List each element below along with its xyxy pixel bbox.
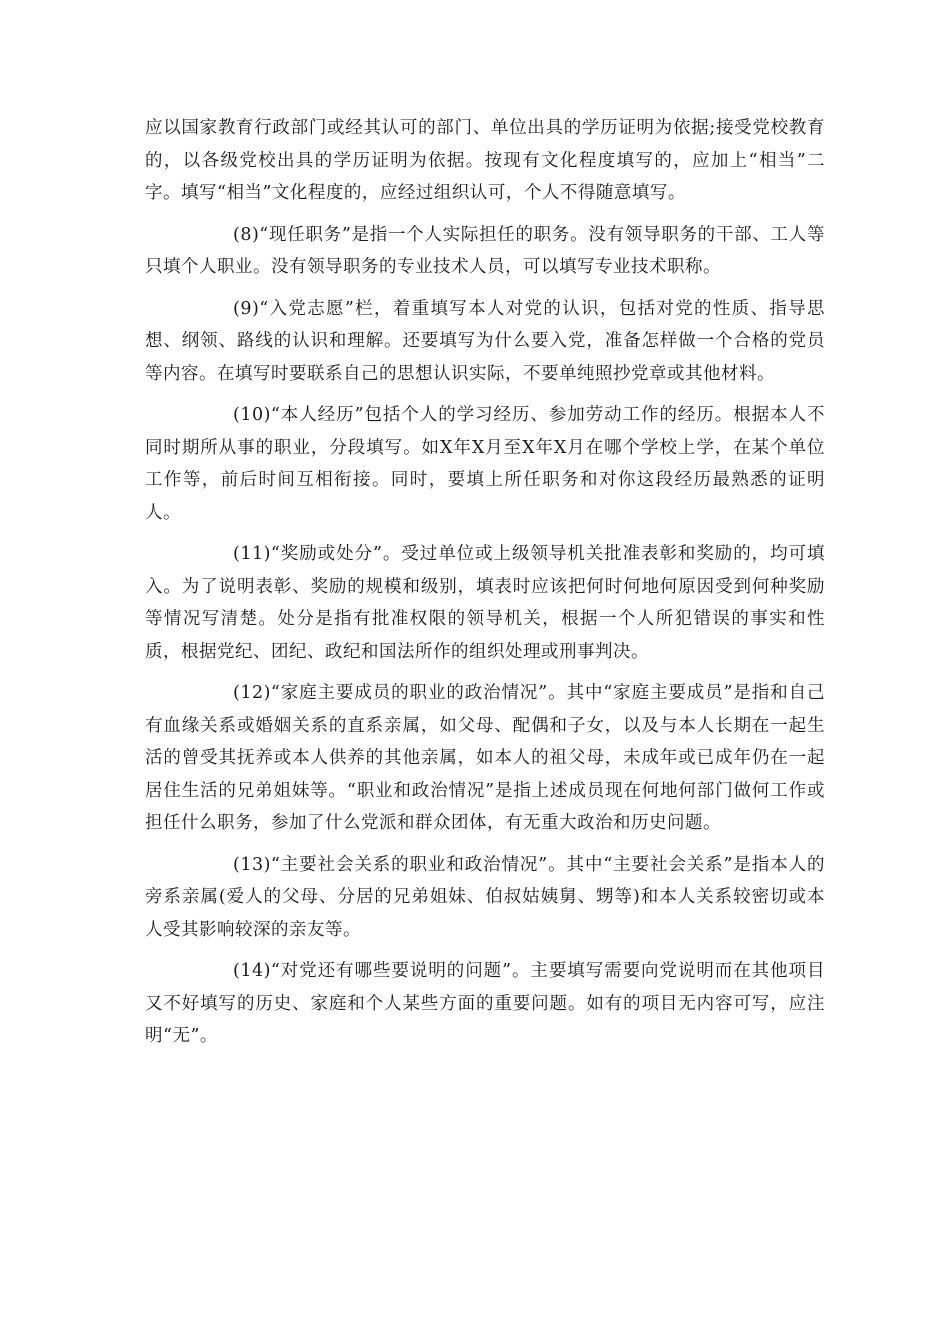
paragraph-item-12-family-members: (12)“家庭主要成员的职业的政治情况”。其中“家庭主要成员”是指和自己有血缘关系或婚姻关系的直系亲属，如父母、配偶和子女，以及与本人长期在一起生活的曾受其抚养或本人供养的其他亲属，如本人的祖父母，未成年或已成年仍在一起居住生活的兄弟姐妹等。“职业和政治情况”是指上述成员现在何地何部门做何工作或担任什么职务，参加了什么党派和群众团体，有无重大政治和历史问题。	[145, 683, 825, 833]
paragraph-education-continuation: 应以国家教育行政部门或经其认可的部门、单位出具的学历证明为依据;接受党校教育的，以各级党校出具的学历证明为依据。按现有文化程度填写的，应加上“相当”二字。填写“相当”文化程度的，应经过组织认可，个人不得随意填写。	[145, 118, 825, 203]
paragraph-item-10-personal-history: (10)“本人经历”包括个人的学习经历、参加劳动工作的经历。根据本人不同时期所从事的职业，分段填写。如X年X月至X年X月在哪个学校上学，在某个单位工作等，前后时间互相衔接。同时，要填上所任职务和对你这段经历最熟悉的证明人。	[145, 405, 825, 523]
paragraph-item-13-social-relations: (13)“主要社会关系的职业和政治情况”。其中“主要社会关系”是指本人的旁系亲属(爱人的父母、分居的兄弟姐妹、伯叔姑姨舅、甥等)和本人关系较密切或本人受其影响较深的亲友等。	[145, 854, 825, 940]
paragraph-item-8-current-position: (8)“现任职务”是指一个人实际担任的职务。没有领导职务的干部、工人等只填个人职业。没有领导职务的专业技术人员，可以填写专业技术职称。	[145, 224, 825, 277]
paragraph-item-14-other-issues: (14)“对党还有哪些要说明的问题”。主要填写需要向党说明而在其他项目又不好填写的历史、家庭和个人某些方面的重要问题。如有的项目无内容可写，应注明“无”。	[145, 961, 825, 1046]
document-body	[145, 112, 825, 1062]
paragraph-item-11-rewards-punishments: (11)“奖励或处分”。受过单位或上级领导机关批准表彰和奖励的，均可填入。为了说明表彰、奖励的规模和级别，填表时应该把何时何地何原因受到何种奖励等情况写清楚。处分是指有批准权限的领导机关，根据一个人所犯错误的事实和性质，根据党纪、团纪、政纪和国法所作的组织处理或刑事判决。	[145, 544, 825, 662]
paragraph-item-9-party-application: (9)“入党志愿”栏，着重填写本人对党的认识，包括对党的性质、指导思想、纲领、路线的认识和理解。还要填写为什么要入党，准备怎样做一个合格的党员等内容。在填写时要联系自己的思想认识实际，不要单纯照抄党章或其他材料。	[145, 298, 825, 384]
